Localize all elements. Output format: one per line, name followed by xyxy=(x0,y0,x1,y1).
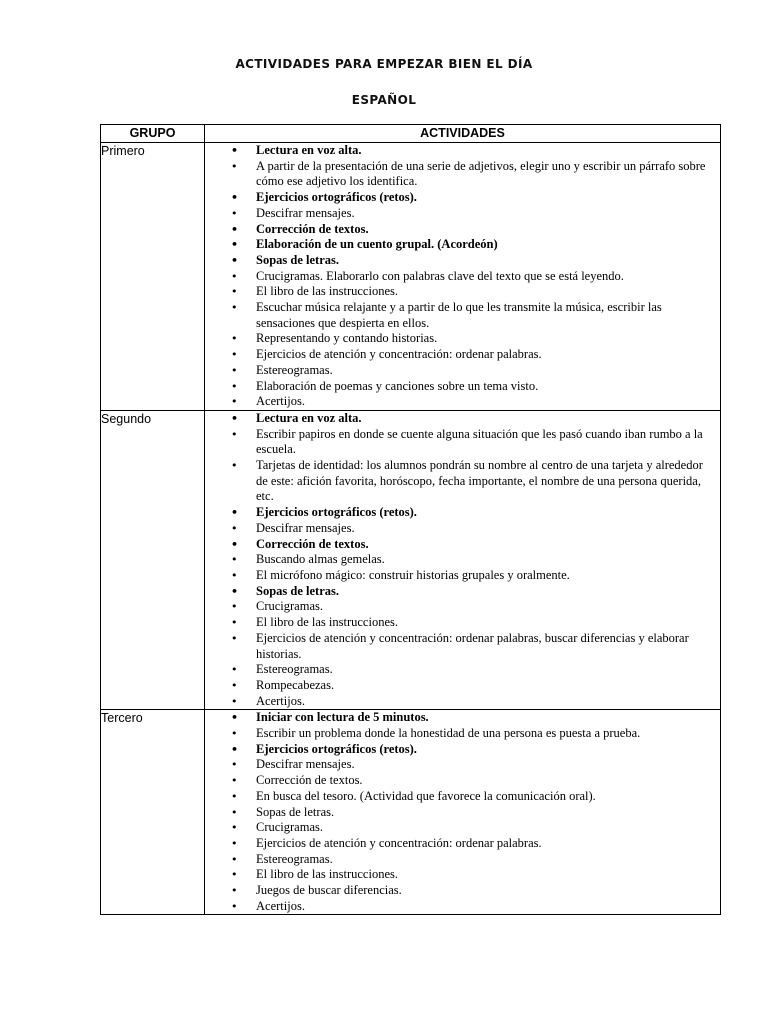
activity-list xyxy=(205,411,720,709)
activities-cell xyxy=(205,410,721,709)
activity-item: • Escuchar música relajante y a partir de lo que les transmite la música, escribir las sensaciones que despierta en ellos. xyxy=(205,300,720,331)
activity-item: • El libro de las instrucciones. xyxy=(205,867,720,883)
activity-item: • Buscando almas gemelas. xyxy=(205,552,720,568)
table-header-row xyxy=(101,125,721,143)
table-row xyxy=(101,410,721,709)
activities-cell xyxy=(205,710,721,915)
activity-item: • Acertijos. xyxy=(205,694,720,710)
activity-item: • Ejercicios ortográficos (retos). xyxy=(205,190,720,206)
activity-item: • Lectura en voz alta. xyxy=(205,143,720,159)
activity-item: • Iniciar con lectura de 5 minutos. xyxy=(205,710,720,726)
activity-item: • Sopas de letras. xyxy=(205,584,720,600)
activity-item: • Ejercicios de atención y concentración: ordenar palabras. xyxy=(205,347,720,363)
document-title: ACTIVIDADES PARA EMPEZAR BIEN EL DÍA xyxy=(235,57,533,71)
activity-list xyxy=(205,710,720,914)
activity-item: • En busca del tesoro. (Actividad que favorece la comunicación oral). xyxy=(205,789,720,805)
activity-item: • Escribir papiros en donde se cuente alguna situación que les pasó cuando iban rumbo a la escuela. xyxy=(205,427,720,458)
activity-item: • Acertijos. xyxy=(205,899,720,915)
activity-item: • Juegos de buscar diferencias. xyxy=(205,883,720,899)
activities-table xyxy=(100,124,721,915)
activity-item: • Crucigramas. xyxy=(205,599,720,615)
group-name: Segundo xyxy=(101,410,205,709)
activity-item: • Corrección de textos. xyxy=(205,222,720,238)
activity-item: • Corrección de textos. xyxy=(205,537,720,553)
document-subtitle: ESPAÑOL xyxy=(351,93,417,107)
activity-item: • Ejercicios de atención y concentración: ordenar palabras, buscar diferencias y elaborar historias. xyxy=(205,631,720,662)
activity-item: • Crucigramas. Elaborarlo con palabras clave del texto que se está leyendo. xyxy=(205,269,720,285)
activity-item: • Ejercicios ortográficos (retos). xyxy=(205,505,720,521)
activity-item: • Crucigramas. xyxy=(205,820,720,836)
group-name: Primero xyxy=(101,143,205,411)
activity-item: • Corrección de textos. xyxy=(205,773,720,789)
header-grupo: GRUPO xyxy=(101,125,205,143)
activity-item: • Estereogramas. xyxy=(205,363,720,379)
activity-item: • Representando y contando historias. xyxy=(205,331,720,347)
activity-item: • Elaboración de poemas y canciones sobre un tema visto. xyxy=(205,379,720,395)
table-body xyxy=(101,143,721,915)
activity-item: • Escribir un problema donde la honestidad de una persona es puesta a prueba. xyxy=(205,726,720,742)
activity-item: • Estereogramas. xyxy=(205,662,720,678)
activity-item: • A partir de la presentación de una serie de adjetivos, elegir uno y escribir un párrafo sobre cómo ese adjetivo los identifica. xyxy=(205,159,720,190)
activity-item: • El libro de las instrucciones. xyxy=(205,615,720,631)
activities-cell xyxy=(205,143,721,411)
activity-item: • Descifrar mensajes. xyxy=(205,521,720,537)
activity-item: • Elaboración de un cuento grupal. (Acordeón) xyxy=(205,237,720,253)
header-actividades: ACTIVIDADES xyxy=(205,125,721,143)
activity-item: • Tarjetas de identidad: los alumnos pondrán su nombre al centro de una tarjeta y alrededor de este: afición favorita, horóscopo, fecha importante, el nombre de una persona querida, etc. xyxy=(205,458,720,505)
activity-item: • Sopas de letras. xyxy=(205,253,720,269)
activity-item: • Estereogramas. xyxy=(205,852,720,868)
activity-item: • El micrófono mágico: construir historias grupales y oralmente. xyxy=(205,568,720,584)
activity-list xyxy=(205,143,720,410)
table-row xyxy=(101,710,721,915)
activity-item: • Ejercicios ortográficos (retos). xyxy=(205,742,720,758)
table-row xyxy=(101,143,721,411)
group-name: Tercero xyxy=(101,710,205,915)
activity-item: • Rompecabezas. xyxy=(205,678,720,694)
activity-item: • Lectura en voz alta. xyxy=(205,411,720,427)
activity-item: • Ejercicios de atención y concentración: ordenar palabras. xyxy=(205,836,720,852)
activity-item: • Acertijos. xyxy=(205,394,720,410)
activity-item: • El libro de las instrucciones. xyxy=(205,284,720,300)
activity-item: • Descifrar mensajes. xyxy=(205,206,720,222)
activity-item: • Descifrar mensajes. xyxy=(205,757,720,773)
activity-item: • Sopas de letras. xyxy=(205,805,720,821)
